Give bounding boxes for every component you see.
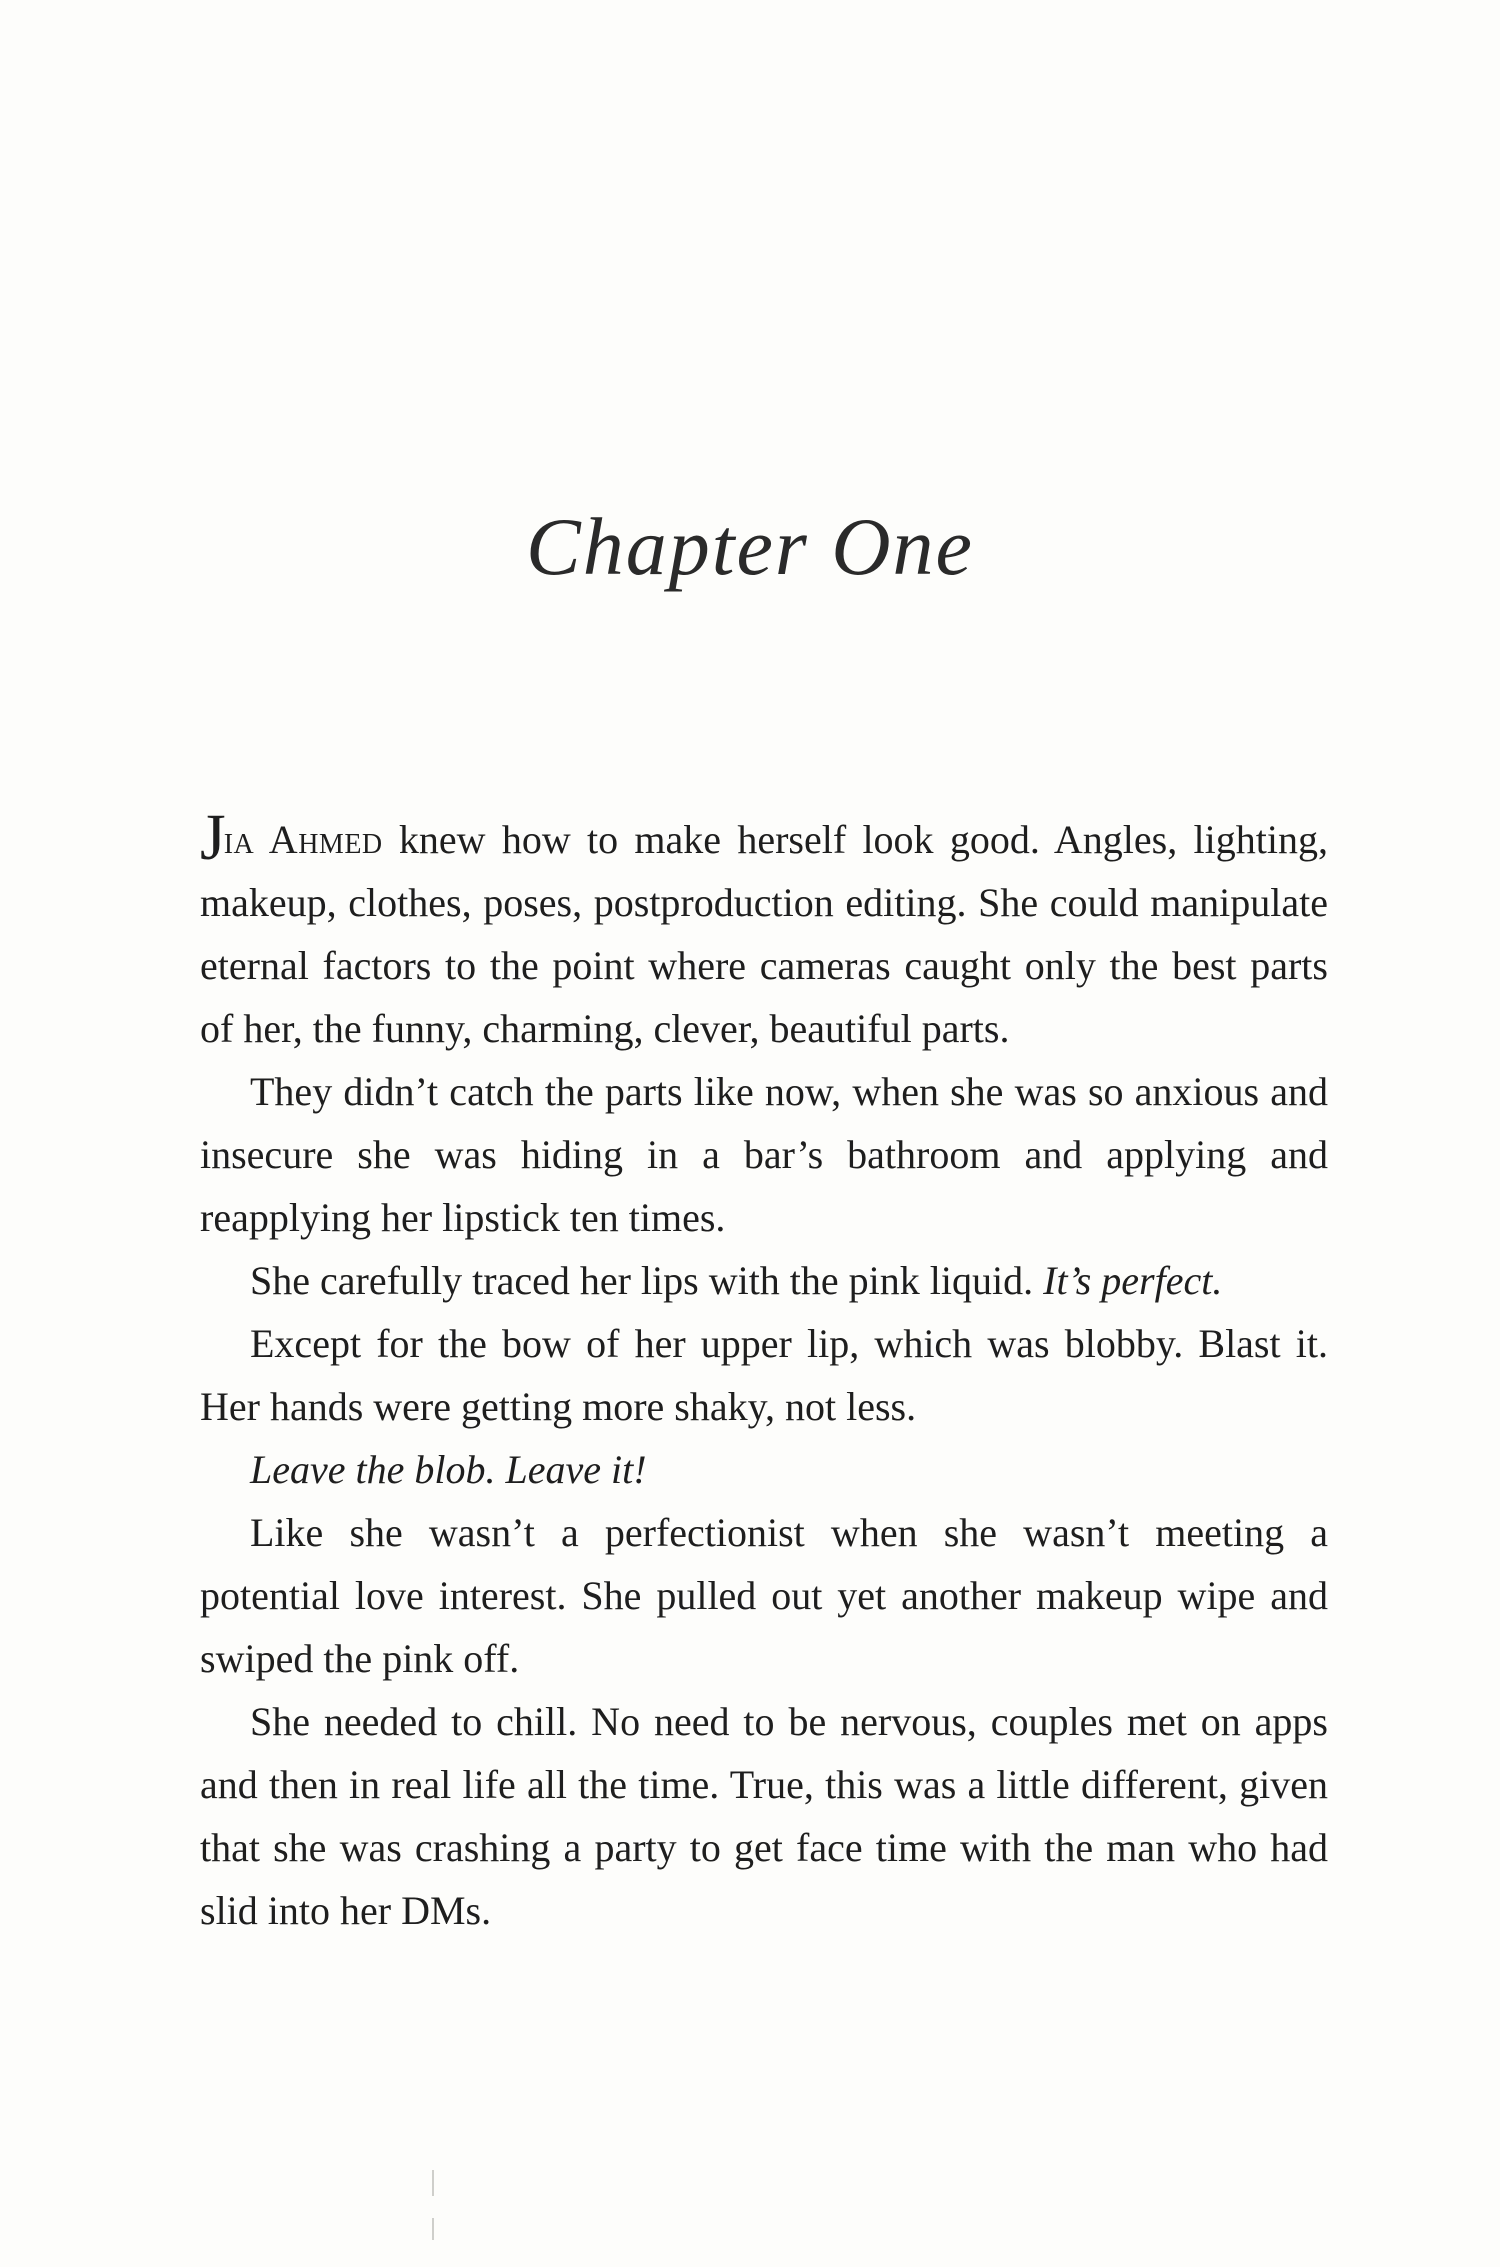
paragraph-6: Like she wasn’t a perfectionist when she wasn’t meeting a potential love interest. She pulled out yet another makeup wipe and swiped the pink off.: [200, 1510, 1328, 1681]
paragraph-1-text: knew how to make herself look good. Angles, lighting, makeup, clothes, poses, postproduction editing. She could manipulate eternal factors to the point where cameras caught only the best parts of her, the funny, charming, clever, beautiful parts.: [200, 817, 1328, 1051]
paragraph-1: [200, 801, 1328, 1060]
paragraph-3-text: She carefully traced her lips with the pink liquid.: [250, 1258, 1044, 1303]
drop-cap: J: [200, 801, 224, 874]
scan-artifact-mark: [432, 2218, 434, 2240]
paragraph-3: [200, 1249, 1328, 1312]
paragraph-5: Leave the blob. Leave it!: [250, 1447, 647, 1492]
chapter-body: [200, 801, 1328, 1942]
chapter-title: Chapter One: [526, 501, 974, 592]
paragraph-3-italic: It’s perfect.: [1043, 1258, 1223, 1303]
scan-artifact-mark: [432, 2170, 434, 2196]
paragraph-2: They didn’t catch the parts like now, when she was so anxious and insecure she was hiding in a bar’s bathroom and applying and reapplying her lipstick ten times.: [200, 1069, 1328, 1240]
paragraph-7: She needed to chill. No need to be nervous, couples met on apps and then in real life all the time. True, this was a little different, given that she was crashing a party to get face time with the man who had slid into her DMs.: [200, 1699, 1328, 1933]
paragraph-4: Except for the bow of her upper lip, which was blobby. Blast it. Her hands were getting more shaky, not less.: [200, 1321, 1328, 1429]
opening-small-caps: ia Ahmed: [223, 817, 383, 862]
